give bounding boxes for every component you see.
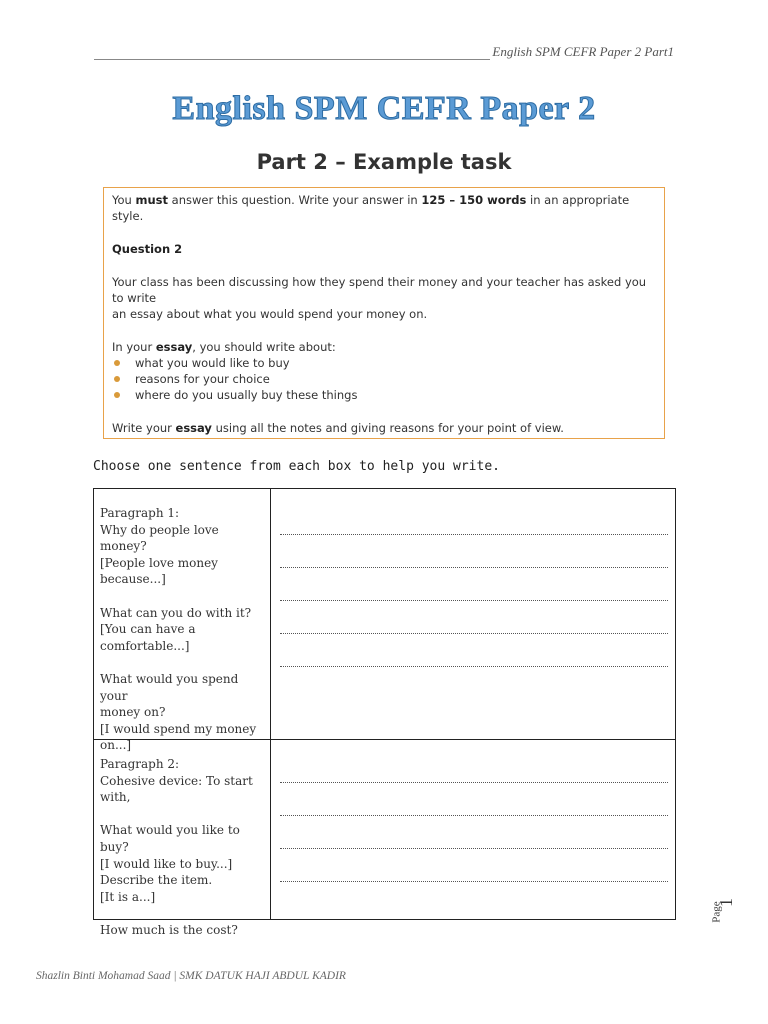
paragraph-2-prompts: Paragraph 2: Cohesive device: To start with, What would you like to buy? [I would like to buy...] Describe the item. [It is a...] How much is the cost?: [94, 740, 271, 919]
bullet-icon: [114, 376, 120, 382]
bullet-item: reasons for your choice: [112, 371, 656, 387]
question-label: Question 2: [112, 242, 183, 256]
answer-line[interactable]: [280, 815, 668, 816]
paragraph-1-prompts: Paragraph 1: Why do people love money? [People love money because...] What can you do with it? [You can have a comfortable...] What would you spend your money on? [I would spend my money on...]: [94, 489, 271, 739]
bullet-icon: [114, 392, 120, 398]
document-subtitle: Part 2 – Example task: [256, 150, 512, 174]
paragraph-1-row: [94, 489, 675, 753]
task-instruction: You must answer this question. Write your answer in 125 – 150 words in an appropriate style.: [112, 193, 630, 223]
page-number: [712, 894, 742, 934]
header-rule: [94, 47, 490, 60]
task-box: [103, 187, 665, 439]
answer-line[interactable]: [280, 567, 668, 568]
page-digit: 1: [716, 898, 736, 907]
answer-line[interactable]: [280, 534, 668, 535]
answer-line[interactable]: [280, 782, 668, 783]
document-title: English SPM CEFR Paper 2: [172, 90, 596, 127]
bullet-item: what you would like to buy: [112, 355, 656, 371]
header-text: English SPM CEFR Paper 2 Part1: [492, 44, 674, 59]
paragraph-2-row: [94, 740, 675, 937]
writing-table: [93, 488, 676, 937]
page-word: Page: [710, 901, 723, 923]
answer-line[interactable]: [280, 600, 668, 601]
answer-line[interactable]: [280, 881, 668, 882]
bullet-item: where do you usually buy these things: [112, 387, 656, 403]
writing-instruction: Choose one sentence from each box to help you write.: [93, 459, 500, 474]
essay-prompt: In your essay, you should write about:: [112, 340, 336, 354]
page-header: [94, 42, 674, 60]
answer-line[interactable]: [280, 848, 668, 849]
scenario-line-1: Your class has been discussing how they spend their money and your teacher has asked you to write: [112, 275, 647, 305]
answer-line[interactable]: [280, 666, 668, 667]
closing-instruction: Write your essay using all the notes and giving reasons for your point of view.: [112, 421, 564, 435]
bullet-icon: [114, 360, 120, 366]
page-footer: Shazlin Binti Mohamad Saad | SMK DATUK HAJI ABDUL KADIR: [36, 970, 346, 982]
bullet-list: [112, 355, 656, 403]
scenario-line-2: an essay about what you would spend your money on.: [112, 307, 428, 321]
answer-line[interactable]: [280, 633, 668, 634]
